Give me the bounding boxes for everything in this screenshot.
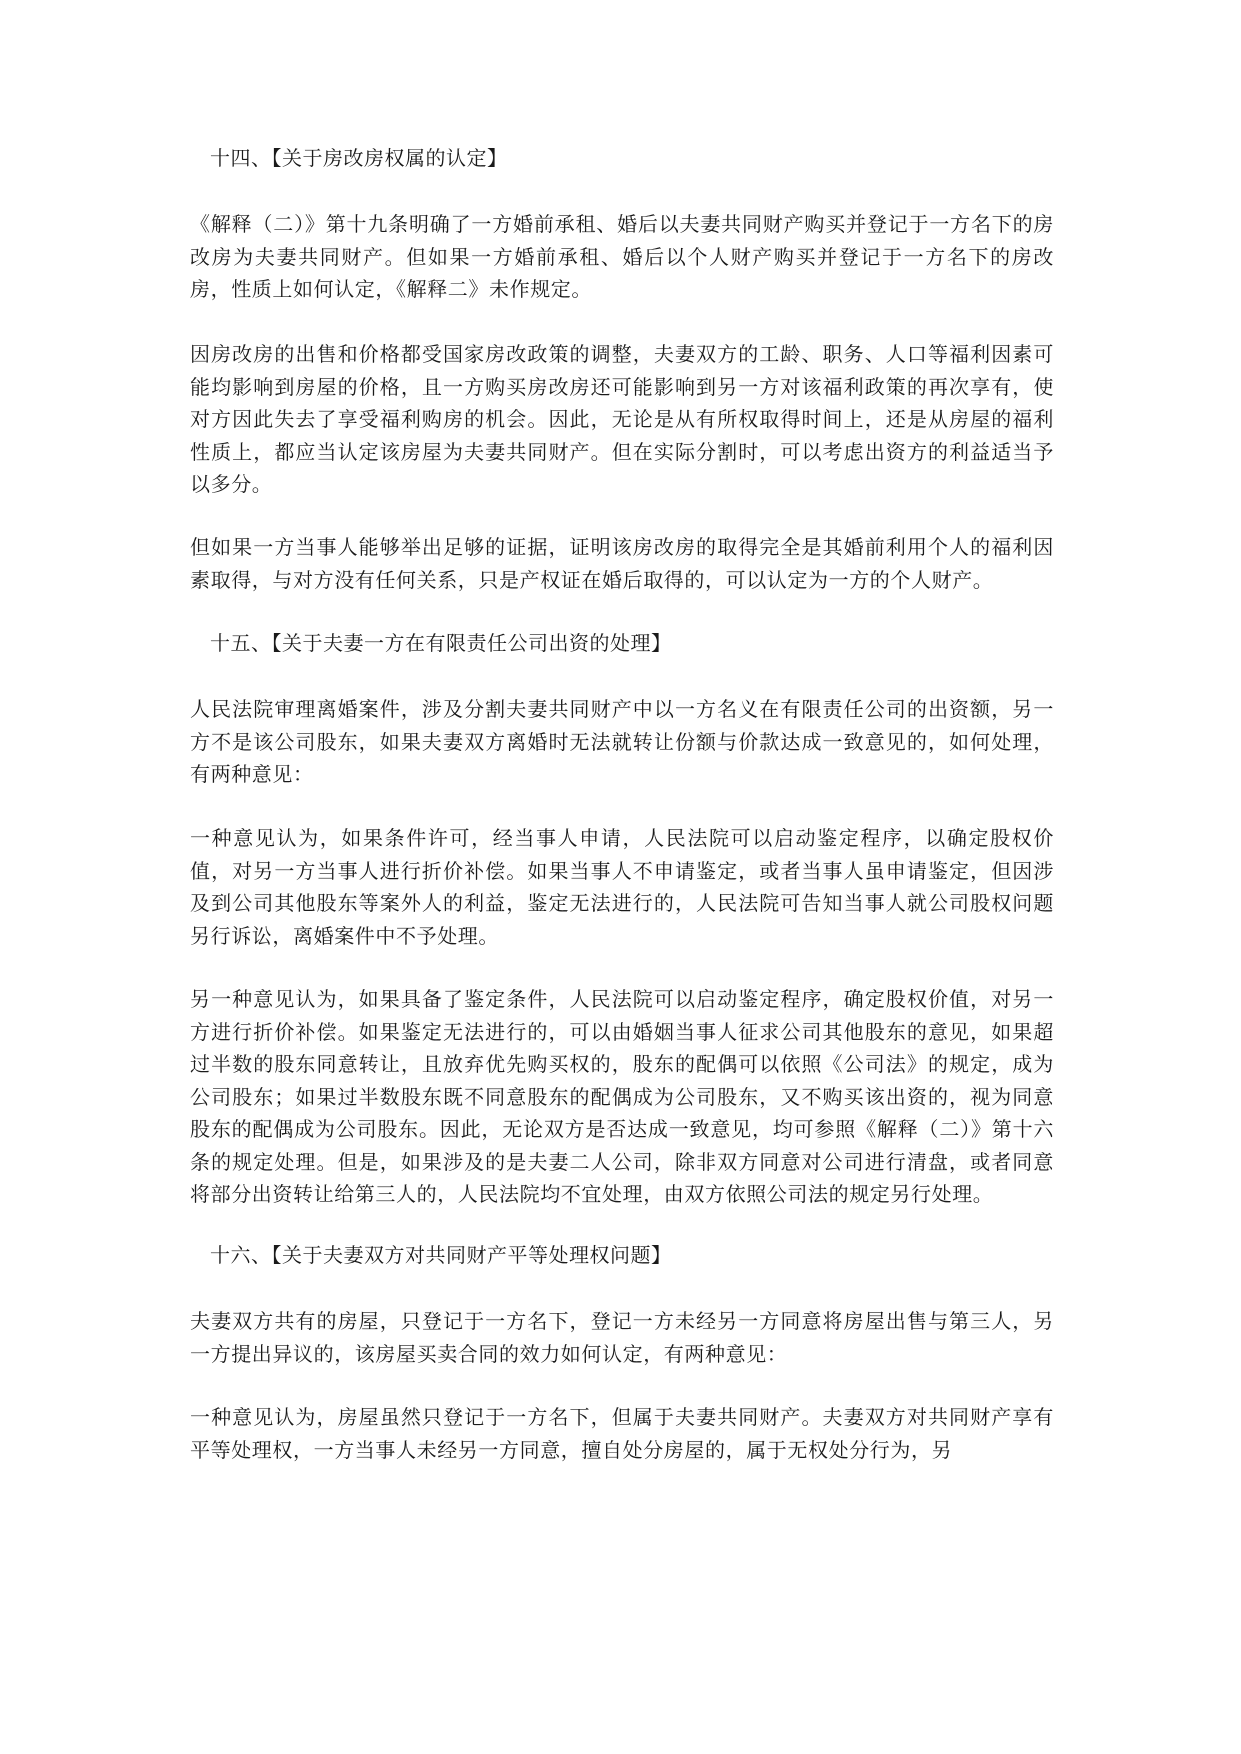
paragraph-15-2: 一种意见认为，如果条件许可，经当事人申请，人民法院可以启动鉴定程序，以确定股权价值，对另一方当事人进行折价补偿。如果当事人不申请鉴定，或者当事人虽申请鉴定，但因涉及到公司其他股东等案外人的利益，鉴定无法进行的，人民法院可告知当事人就公司股权问题另行诉讼，离婚案件中不予处理。 [190, 826, 1054, 948]
paragraph-14-3: 但如果一方当事人能够举出足够的证据，证明该房改房的取得完全是其婚前利用个人的福利因素取得，与对方没有任何关系，只是产权证在婚后取得的，可以认定为一方的个人财产。 [190, 535, 1054, 592]
paragraph-15-3: 另一种意见认为，如果具备了鉴定条件，人民法院可以启动鉴定程序，确定股权价值，对另一方进行折价补偿。如果鉴定无法进行的，可以由婚姻当事人征求公司其他股东的意见，如果超过半数的股东同意转让，且放弃优先购买权的，股东的配偶可以依照《公司法》的规定，成为公司股东；如果过半数股东既不同意股东的配偶成为公司股东，又不购买该出资的，视为同意股东的配偶成为公司股东。因此，无论双方是否达成一致意见，均可参照《解释（二）》第十六条的规定处理。但是，如果涉及的是夫妻二人公司，除非双方同意对公司进行清盘，或者同意将部分出资转让给第三人的，人民法院均不宜处理，由双方依照公司法的规定另行处理。 [190, 987, 1054, 1206]
section-heading-16: 十六、【关于夫妻双方对共同财产平等处理权问题】 [210, 1243, 672, 1267]
paragraph-14-2: 因房改房的出售和价格都受国家房改政策的调整，夫妻双方的工龄、职务、人口等福利因素可能均影响到房屋的价格，且一方购买房改房还可能影响到另一方对该福利政策的再次享有，使对方因此失去了享受福利购房的机会。因此，无论是从有所权取得时间上，还是从房屋的福利性质上，都应当认定该房屋为夫妻共同财产。但在实际分割时，可以考虑出资方的利益适当予以多分。 [190, 342, 1054, 496]
paragraph-15-1: 人民法院审理离婚案件，涉及分割夫妻共同财产中以一方名义在有限责任公司的出资额，另一方不是该公司股东，如果夫妻双方离婚时无法就转让份额与价款达成一致意见的，如何处理，有两种意见： [190, 697, 1054, 786]
paragraph-14-1: 《解释（二）》第十九条明确了一方婚前承租、婚后以夫妻共同财产购买并登记于一方名下的房改房为夫妻共同财产。但如果一方婚前承租、婚后以个人财产购买并登记于一方名下的房改房，性质上如何认定，《解释二》未作规定。 [190, 212, 1054, 301]
section-heading-14: 十四、【关于房改房权属的认定】 [210, 146, 508, 170]
section-heading-15: 十五、【关于夫妻一方在有限责任公司出资的处理】 [210, 631, 672, 655]
paragraph-16-1: 夫妻双方共有的房屋，只登记于一方名下，登记一方未经另一方同意将房屋出售与第三人，另一方提出异议的，该房屋买卖合同的效力如何认定，有两种意见： [190, 1309, 1054, 1366]
paragraph-16-2: 一种意见认为，房屋虽然只登记于一方名下，但属于夫妻共同财产。夫妻双方对共同财产享有平等处理权，一方当事人未经另一方同意，擅自处分房屋的，属于无权处分行为，另 [190, 1405, 1054, 1462]
document-page [190, 0, 1054, 1754]
